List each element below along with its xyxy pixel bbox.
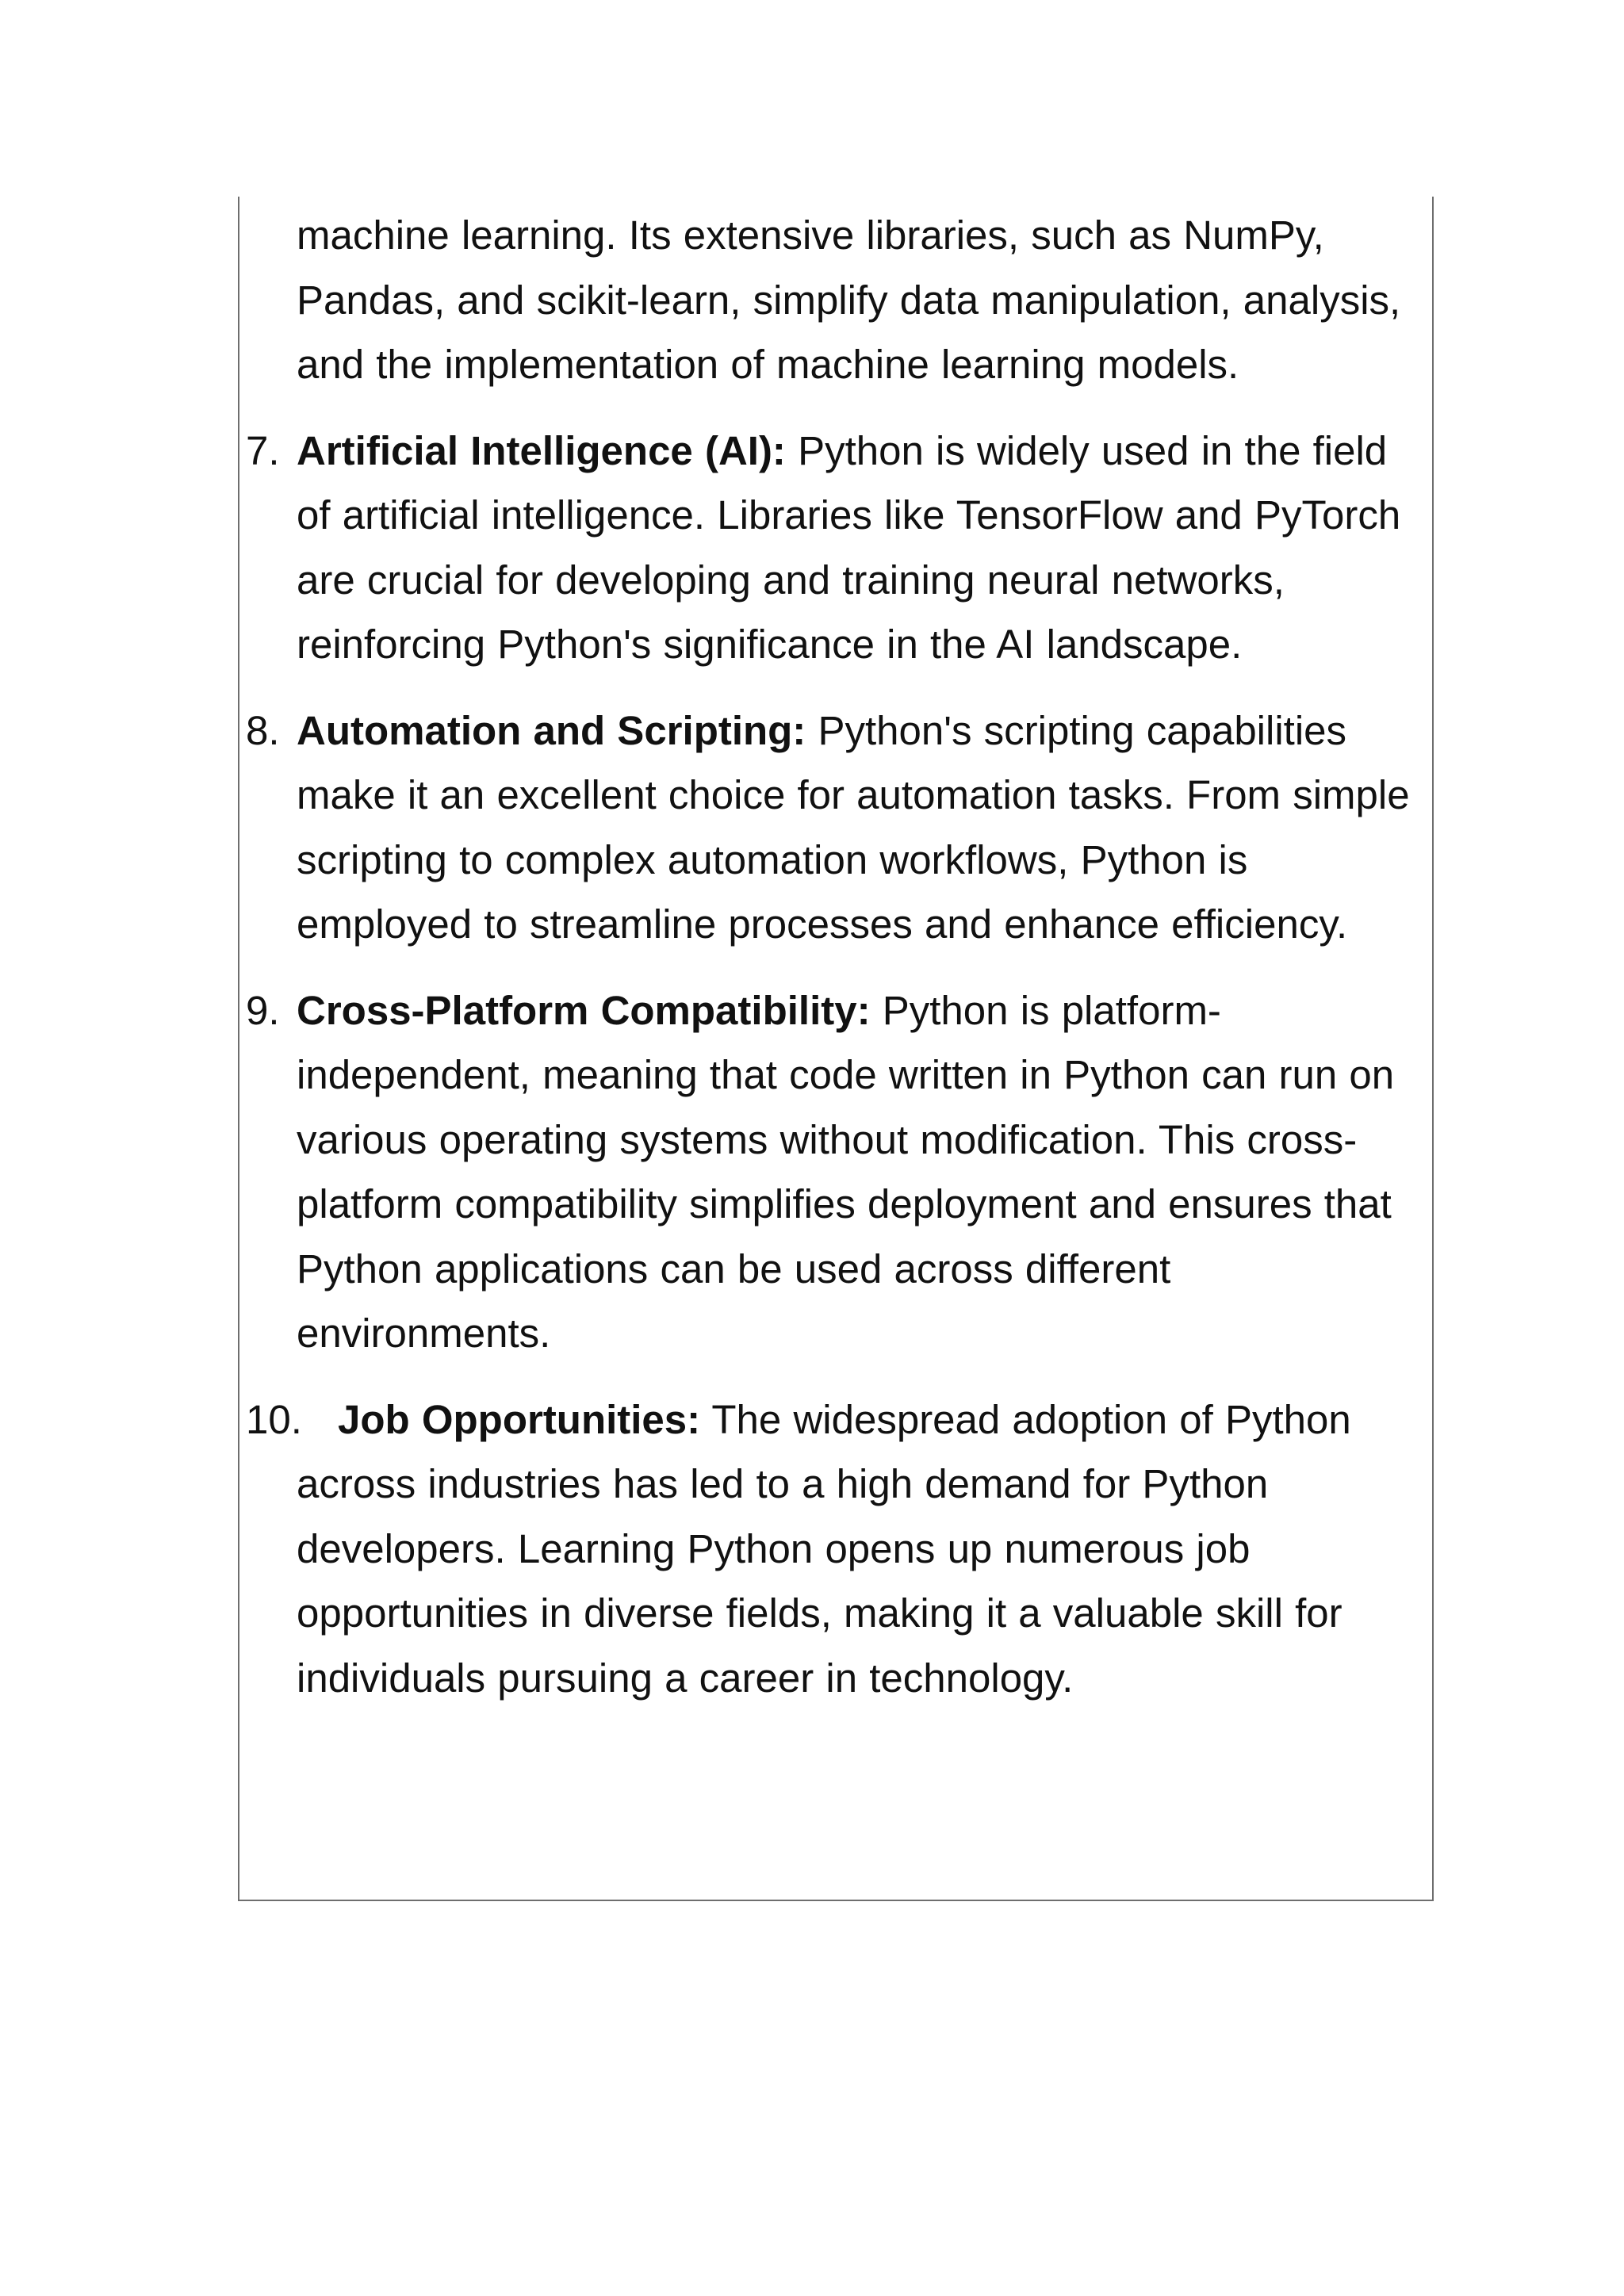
list-item-8 bbox=[239, 698, 1432, 957]
item-heading: Cross-Platform Compatibility: bbox=[297, 987, 871, 1033]
continuation-text: machine learning. Its extensive libraries, such as NumPy, Pandas, and scikit-learn, simplify data manipulation, analysis, and the implementation of machine learning models. bbox=[297, 212, 1401, 387]
list-number: 10. bbox=[246, 1396, 302, 1442]
list-number: 7. bbox=[246, 427, 280, 473]
item-heading: Job Opportunities: bbox=[338, 1396, 701, 1442]
content-box bbox=[238, 197, 1434, 1901]
list-number: 8. bbox=[246, 707, 280, 753]
list-item-9 bbox=[239, 978, 1432, 1366]
document-body bbox=[239, 197, 1432, 1710]
list-item-continuation bbox=[239, 197, 1432, 397]
list-item-7 bbox=[239, 419, 1432, 677]
item-body: Python is platform-independent, meaning that code written in Python can run on various operating systems without modification. This cross-platform compatibility simplifies deployment and ensures that Python applications can be used across different environments. bbox=[297, 987, 1395, 1356]
item-body: Python's scripting capabilities make it an excellent choice for automation tasks. From simple scripting to complex automation workflows, Python is employed to streamline processes and enhance efficiency. bbox=[297, 707, 1410, 947]
item-body: Python is widely used in the field of artificial intelligence. Libraries like TensorFlow and PyTorch are crucial for developing and training neural networks, reinforcing Python's significance in the AI landscape. bbox=[297, 427, 1401, 667]
list-number: 9. bbox=[246, 987, 280, 1033]
item-heading: Automation and Scripting: bbox=[297, 707, 806, 753]
item-heading: Artificial Intelligence (AI): bbox=[297, 427, 786, 473]
list-item-10 bbox=[239, 1387, 1432, 1711]
item-body: The widespread adoption of Python across industries has led to a high demand for Python developers. Learning Python opens up numerous job opportunities in diverse fields, making it a valuable skill for individuals pursuing a career in technology. bbox=[297, 1396, 1351, 1701]
